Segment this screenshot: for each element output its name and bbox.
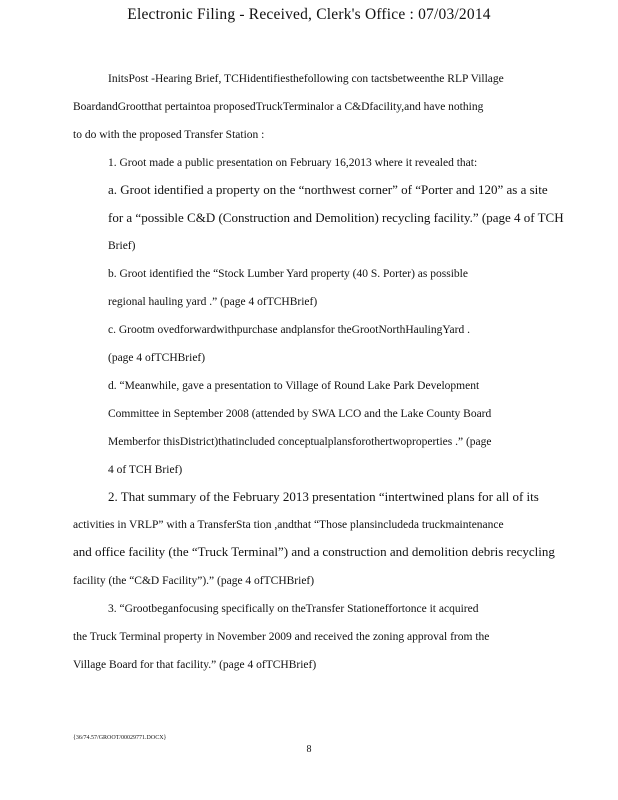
intro-line: to do with the proposed Transfer Station : bbox=[73, 129, 265, 141]
item-1c-line: (page 4 ofTCHBrief) bbox=[108, 352, 206, 364]
item-1b-line: regional hauling yard .” (page 4 ofTCHBrief) bbox=[108, 296, 318, 308]
filing-stamp-header: Electronic Filing - Received, Clerk's Office : 07/03/2014 bbox=[127, 6, 491, 23]
item-1a-line: Brief) bbox=[108, 240, 136, 252]
item-1d-line: d. “Meanwhile, gave a presentation to Village of Round Lake Park Development bbox=[108, 380, 480, 392]
page-number: 8 bbox=[306, 744, 312, 755]
item-2-line: facility (the “C&D Facility”).” (page 4 ofTCHBrief) bbox=[73, 575, 315, 587]
item-1b-line: b. Groot identified the “Stock Lumber Yard property (40 S. Porter) as possible bbox=[108, 268, 468, 280]
item-1d-line: 4 of TCH Brief) bbox=[108, 464, 183, 476]
item-1a-line: for a “possible C&D (Construction and Demolition) recycling facility.” (page 4 of TCH bbox=[108, 210, 564, 225]
document-id-footer: {36/74.57/GROOT/00029771.DOCX} bbox=[73, 735, 167, 741]
item-1c-line: c. Grootm ovedforwardwithpurchase andplansfor theGrootNorthHaulingYard . bbox=[108, 324, 470, 336]
item-1d-line: Committee in September 2008 (attended by SWA LCO and the Lake County Board bbox=[108, 408, 492, 420]
item-3-line: 3. “Grootbeganfocusing specifically on theTransfer Stationeffortonce it acquired bbox=[108, 603, 479, 615]
item-2-line: 2. That summary of the February 2013 presentation “intertwined plans for all of its bbox=[108, 489, 539, 504]
item-1d-line: Memberfor thisDistrict)thatincluded conceptualplansforothertwoproperties .” (page bbox=[108, 436, 492, 448]
item-3-line: Village Board for that facility.” (page 4 ofTCHBrief) bbox=[73, 659, 317, 671]
item-2-line: activities in VRLP” with a TransferSta tion ,andthat “Those plansincludeda truckmaintenance bbox=[73, 519, 504, 531]
intro-line: BoardandGrootthat pertaintoa proposedTruckTerminalor a C&Dfacility,and have nothing bbox=[73, 101, 484, 113]
item-1-lead: 1. Groot made a public presentation on February 16,2013 where it revealed that: bbox=[108, 157, 478, 169]
item-3-line: the Truck Terminal property in November 2009 and received the zoning approval from the bbox=[73, 631, 490, 643]
item-2-line: and office facility (the “Truck Terminal”) and a construction and demolition debris recycling bbox=[73, 544, 555, 559]
item-1a-line: a. Groot identified a property on the “northwest corner” of “Porter and 120” as a site bbox=[108, 182, 548, 197]
intro-line: InitsPost -Hearing Brief, TCHidentifiesthefollowing con tactsbetweenthe RLP Village bbox=[108, 73, 504, 85]
